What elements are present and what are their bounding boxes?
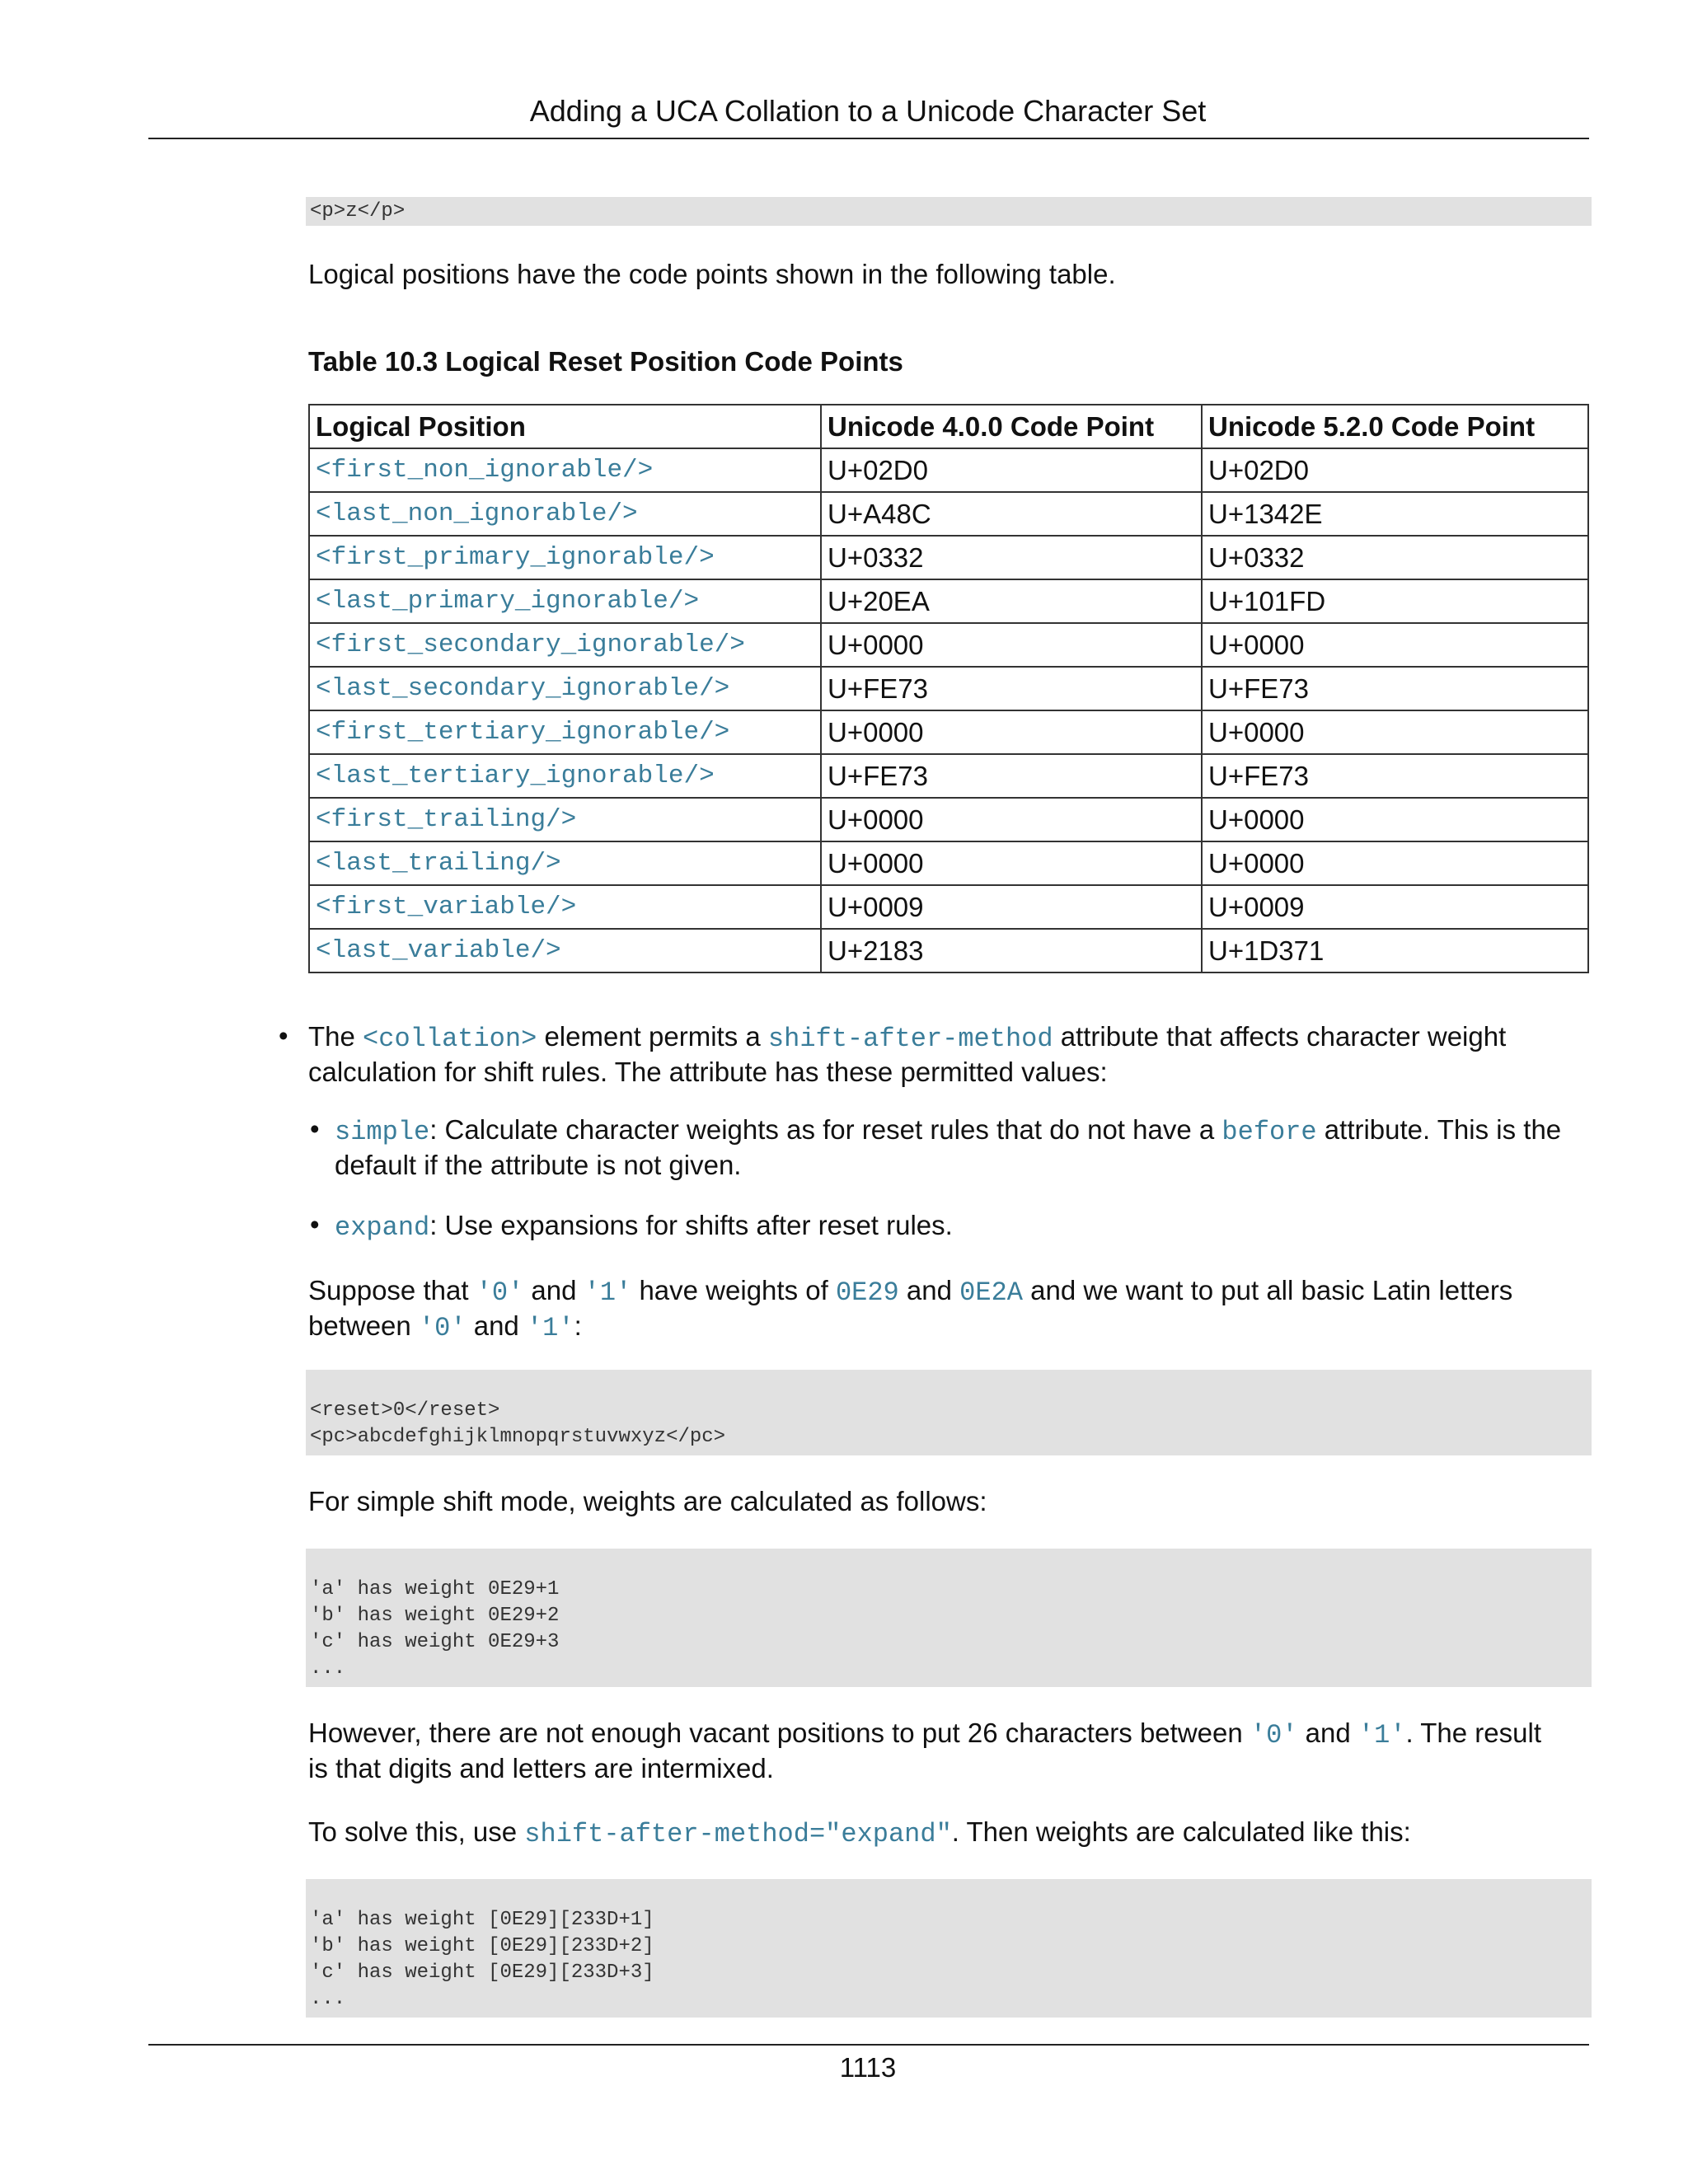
solve-paragraph	[308, 1816, 1594, 1851]
sub-bullet-dot: •	[310, 1209, 320, 1240]
table-caption: Table 10.3 Logical Reset Position Code Points	[308, 346, 903, 377]
unicode4-cell: U+2183	[821, 929, 1202, 972]
logical-position-link[interactable]: <last_secondary_ignorable/>	[309, 667, 821, 710]
column-header-unicode-5: Unicode 5.2.0 Code Point	[1202, 405, 1588, 448]
inline-code: '0'	[418, 1313, 467, 1343]
logical-position-link[interactable]: <last_tertiary_ignorable/>	[309, 754, 821, 798]
page-number: 1113	[839, 2052, 897, 2083]
unicode4-cell: U+A48C	[821, 492, 1202, 536]
text-run: : Use expansions for shifts after reset rules.	[429, 1210, 953, 1240]
unicode4-cell: U+0000	[821, 841, 1202, 885]
logical-position-link[interactable]: <last_primary_ignorable/>	[309, 579, 821, 623]
unicode5-cell: U+0332	[1202, 536, 1588, 579]
header-divider	[148, 138, 1589, 139]
unicode4-cell: U+0332	[821, 536, 1202, 579]
simple-value-paragraph	[335, 1113, 1596, 1182]
inline-code: 0E2A	[959, 1277, 1023, 1308]
collation-element-link[interactable]: <collation>	[363, 1024, 537, 1054]
unicode5-cell: U+101FD	[1202, 579, 1588, 623]
unicode4-cell: U+02D0	[821, 448, 1202, 492]
table-row	[309, 929, 1588, 972]
inline-code: '1'	[1357, 1720, 1406, 1750]
expand-value-link[interactable]: expand	[335, 1212, 430, 1243]
before-attribute-link[interactable]: before	[1221, 1117, 1317, 1147]
logical-position-link[interactable]: <last_trailing/>	[309, 841, 821, 885]
unicode5-cell: U+FE73	[1202, 667, 1588, 710]
text-run: and	[466, 1310, 527, 1341]
column-header-logical-position: Logical Position	[309, 405, 821, 448]
text-run: and we want to put all basic Latin letters between	[308, 1275, 1513, 1341]
inline-code: '0'	[476, 1277, 524, 1308]
table-row	[309, 536, 1588, 579]
table-header-row	[309, 405, 1588, 448]
table-row	[309, 710, 1588, 754]
shift-after-method-paragraph	[308, 1020, 1545, 1089]
unicode4-cell: U+FE73	[821, 754, 1202, 798]
code-block-reset: <reset>0</reset> <pc>abcdefghijklmnopqrstuvwxyz</pc>	[306, 1370, 1592, 1455]
logical-position-link[interactable]: <first_trailing/>	[309, 798, 821, 841]
text-run: . Then weights are calculated like this:	[951, 1816, 1411, 1847]
table-row	[309, 448, 1588, 492]
logical-position-link[interactable]: <first_primary_ignorable/>	[309, 536, 821, 579]
text-run: :	[574, 1310, 582, 1341]
text-run: To solve this, use	[308, 1816, 525, 1847]
table-row	[309, 579, 1588, 623]
inline-code: '1'	[526, 1313, 574, 1343]
unicode5-cell: U+1342E	[1202, 492, 1588, 536]
unicode5-cell: U+02D0	[1202, 448, 1588, 492]
suppose-paragraph	[308, 1274, 1561, 1345]
logical-position-link[interactable]: <first_secondary_ignorable/>	[309, 623, 821, 667]
logical-position-link[interactable]: <first_tertiary_ignorable/>	[309, 710, 821, 754]
table-row	[309, 754, 1588, 798]
unicode4-cell: U+0000	[821, 798, 1202, 841]
logical-position-link[interactable]: <first_non_ignorable/>	[309, 448, 821, 492]
text-run: and	[1297, 1718, 1358, 1748]
footer-divider	[148, 2044, 1589, 2046]
unicode5-cell: U+FE73	[1202, 754, 1588, 798]
unicode4-cell: U+0009	[821, 885, 1202, 929]
text-run: and	[523, 1275, 584, 1305]
logical-position-link[interactable]: <first_variable/>	[309, 885, 821, 929]
code-block-expand-weights: 'a' has weight [0E29][233D+1] 'b' has weight [0E29][233D+2] 'c' has weight [0E29][233D+3] ...	[306, 1879, 1592, 2018]
text-run: attribute. This is the default if the attribute is not given.	[335, 1114, 1562, 1180]
code-block-simple-weights: 'a' has weight 0E29+1 'b' has weight 0E29+2 'c' has weight 0E29+3 ...	[306, 1549, 1592, 1687]
column-header-unicode-4: Unicode 4.0.0 Code Point	[821, 405, 1202, 448]
table-row	[309, 841, 1588, 885]
expand-value-paragraph	[335, 1209, 1596, 1244]
however-paragraph	[308, 1717, 1561, 1785]
table-row	[309, 667, 1588, 710]
simple-mode-paragraph: For simple shift mode, weights are calculated as follows:	[308, 1486, 987, 1516]
table-row	[309, 798, 1588, 841]
unicode4-cell: U+0000	[821, 710, 1202, 754]
text-run: The	[308, 1021, 363, 1052]
unicode5-cell: U+0009	[1202, 885, 1588, 929]
unicode5-cell: U+0000	[1202, 798, 1588, 841]
table-row	[309, 885, 1588, 929]
simple-value-link[interactable]: simple	[335, 1117, 430, 1147]
unicode5-cell: U+1D371	[1202, 929, 1588, 972]
table-row	[309, 623, 1588, 667]
text-run: : Calculate character weights as for reset rules that do not have a	[429, 1114, 1222, 1145]
code-block-p-z: <p>z</p>	[306, 197, 1592, 226]
inline-code: 0E29	[835, 1277, 899, 1308]
inline-code: '0'	[1250, 1720, 1298, 1750]
text-run: attribute that affects character weight calculation for shift rules. The attribute has these permitted values:	[308, 1021, 1507, 1087]
unicode5-cell: U+0000	[1202, 710, 1588, 754]
page-header-title: Adding a UCA Collation to a Unicode Character Set	[529, 94, 1207, 128]
text-run: However, there are not enough vacant positions to put 26 characters between	[308, 1718, 1250, 1748]
logical-position-table	[308, 404, 1589, 973]
text-run: element permits a	[537, 1021, 768, 1052]
bullet-dot: •	[279, 1020, 288, 1051]
text-run: . The result is that digits and letters are intermixed.	[308, 1718, 1541, 1783]
shift-after-method-expand-link[interactable]: shift-after-method="expand"	[524, 1819, 952, 1849]
unicode4-cell: U+FE73	[821, 667, 1202, 710]
text-run: and	[898, 1275, 960, 1305]
table-row	[309, 492, 1588, 536]
text-run: have weights of	[631, 1275, 836, 1305]
unicode5-cell: U+0000	[1202, 623, 1588, 667]
shift-after-method-link[interactable]: shift-after-method	[767, 1024, 1053, 1054]
intro-paragraph: Logical positions have the code points shown in the following table.	[308, 259, 1116, 289]
unicode5-cell: U+0000	[1202, 841, 1588, 885]
logical-position-link[interactable]: <last_non_ignorable/>	[309, 492, 821, 536]
unicode4-cell: U+0000	[821, 623, 1202, 667]
unicode4-cell: U+20EA	[821, 579, 1202, 623]
inline-code: '1'	[584, 1277, 632, 1308]
logical-position-link[interactable]: <last_variable/>	[309, 929, 821, 972]
text-run: Suppose that	[308, 1275, 476, 1305]
sub-bullet-dot: •	[310, 1113, 320, 1144]
